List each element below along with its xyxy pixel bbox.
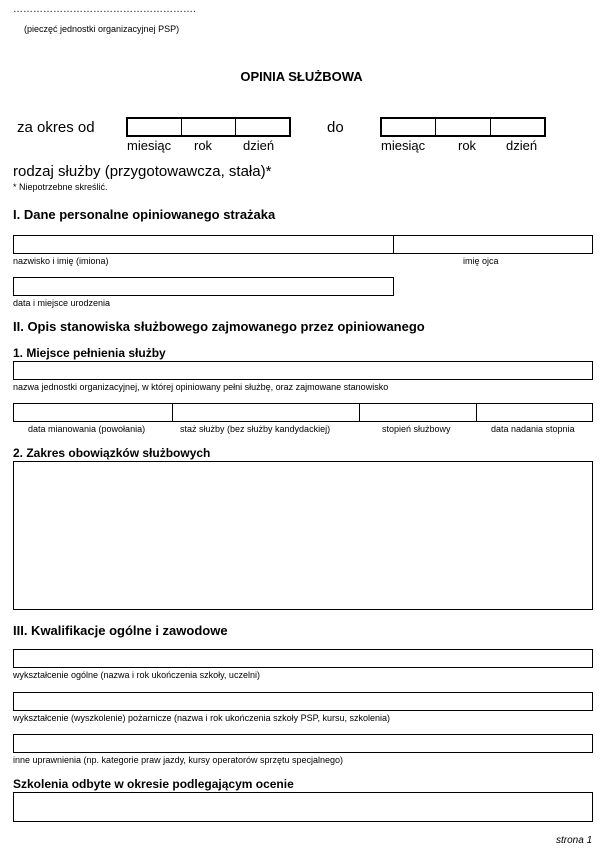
general-education-field[interactable]	[13, 649, 593, 668]
appointment-label: data mianowania (powołania)	[28, 424, 146, 434]
stamp-caption: (pieczęć jednostki organizacyjnej PSP)	[24, 24, 180, 34]
period-to-box[interactable]	[380, 117, 546, 137]
to-year-cell[interactable]	[436, 119, 490, 135]
page-number: strona 1	[556, 835, 593, 846]
seniority-field[interactable]	[173, 404, 360, 421]
fire-education-field[interactable]	[13, 692, 593, 711]
rank-date-field[interactable]	[477, 404, 592, 421]
section3-heading: III. Kwalifikacje ogólne i zawodowe	[13, 623, 228, 638]
fire-education-label: wykształcenie (wyszkolenie) pożarnicze (nazwa i rok ukończenia szkoły PSP, kursu, szkolenia)	[13, 713, 390, 723]
training-field[interactable]	[13, 792, 593, 822]
from-year-label: rok	[194, 138, 213, 153]
rank-label: stopień służbowy	[382, 424, 451, 434]
birth-label: data i miejsce urodzenia	[13, 298, 111, 308]
stamp-dots: ……………………………………………….	[13, 4, 196, 15]
unit-field[interactable]	[13, 361, 593, 380]
birth-field[interactable]	[13, 277, 394, 296]
period-to-label: do	[327, 119, 344, 136]
to-month-label: miesiąc	[381, 138, 426, 153]
from-year-cell[interactable]	[182, 119, 236, 135]
to-month-cell[interactable]	[382, 119, 436, 135]
personal-data-row	[13, 235, 593, 254]
from-day-label: dzień	[243, 138, 275, 153]
rank-field[interactable]	[360, 404, 477, 421]
general-education-label: wykształcenie ogólne (nazwa i rok ukończenia szkoły, uczelni)	[13, 670, 260, 680]
service-details-row	[13, 403, 593, 422]
from-day-cell[interactable]	[236, 119, 289, 135]
page-title: OPINIA SŁUŻBOWA	[240, 69, 363, 84]
section1-heading: I. Dane personalne opiniowanego strażaka	[13, 207, 276, 222]
from-month-cell[interactable]	[128, 119, 182, 135]
father-name-field[interactable]	[394, 236, 592, 253]
duties-field[interactable]	[13, 461, 593, 610]
father-label: imię ojca	[463, 256, 499, 266]
other-qualifications-label: inne uprawnienia (np. kategorie praw jazdy, kursy operatorów sprzętu specjalnego)	[13, 755, 344, 765]
section2-heading: II. Opis stanowiska służbowego zajmowanego przez opiniowanego	[13, 319, 425, 334]
other-qualifications-field[interactable]	[13, 734, 593, 753]
name-field[interactable]	[14, 236, 394, 253]
to-year-label: rok	[458, 138, 477, 153]
from-month-label: miesiąc	[127, 138, 172, 153]
name-label: nazwisko i imię (imiona)	[13, 256, 109, 266]
to-day-label: dzień	[506, 138, 538, 153]
period-from-label: za okres od	[17, 119, 95, 136]
to-day-cell[interactable]	[491, 119, 544, 135]
workplace-subheading: 1. Miejsce pełnienia służby	[13, 346, 166, 360]
rank-date-label: data nadania stopnia	[491, 424, 575, 434]
duties-subheading: 2. Zakres obowiązków służbowych	[13, 446, 211, 460]
unit-label: nazwa jednostki organizacyjnej, w której opiniowany pełni służbę, oraz zajmowane stanowisko	[13, 382, 389, 392]
service-type: rodzaj służby (przygotowawcza, stała)*	[13, 163, 272, 180]
appointment-date-field[interactable]	[14, 404, 173, 421]
seniority-label: staż służby (bez służby kandydackiej)	[180, 424, 331, 434]
training-heading: Szkolenia odbyte w okresie podlegającym ocenie	[13, 777, 294, 791]
footnote: * Niepotrzebne skreślić.	[13, 182, 108, 192]
period-from-box[interactable]	[126, 117, 291, 137]
